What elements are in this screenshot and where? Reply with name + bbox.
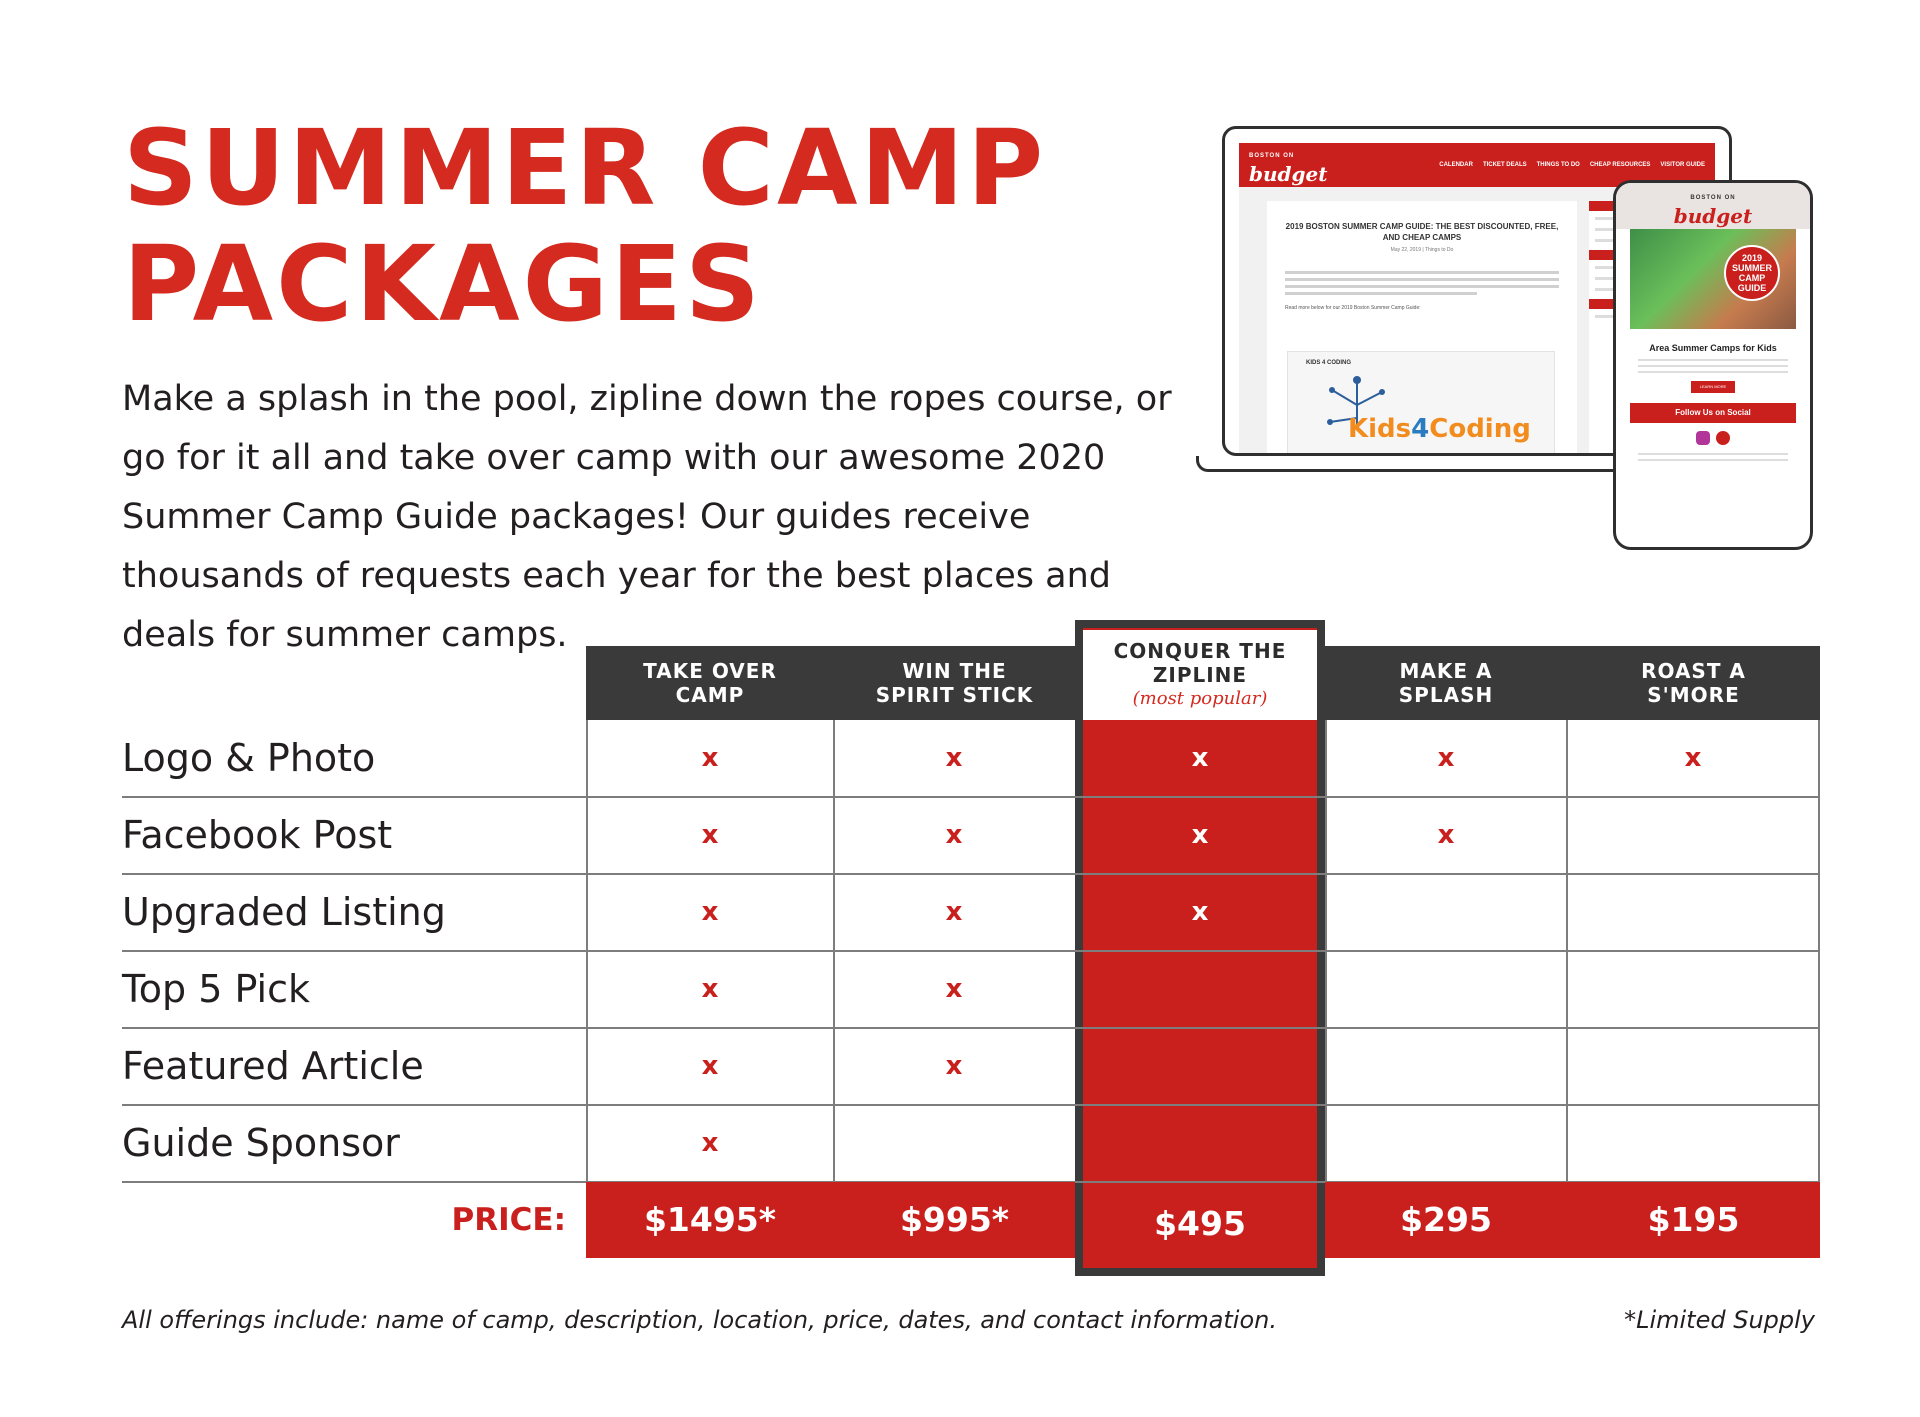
offerings-footnote: All offerings include: name of camp, description, location, price, dates, and contact information.: [122, 1306, 1277, 1334]
column-divider: [1566, 720, 1568, 1182]
feature-label: Upgraded Listing: [122, 890, 446, 934]
article-title: 2019 BOSTON SUMMER CAMP GUIDE: THE BEST DISCOUNTED, FREE, AND CHEAP CAMPS: [1285, 222, 1559, 242]
included-mark: x: [1191, 820, 1209, 850]
menu-item[interactable]: TICKET DEALS: [1482, 162, 1527, 168]
camp-guide-badge: 2019 SUMMER CAMP GUIDE: [1724, 245, 1780, 301]
column-divider: [586, 720, 588, 1182]
phone-mockup: [1613, 180, 1813, 550]
package-header-make-a-splash: MAKE A SPLASH: [1325, 646, 1567, 720]
phone-header: [1616, 183, 1810, 229]
menu-item[interactable]: THINGS TO DO: [1536, 162, 1580, 168]
feature-label: Logo & Photo: [122, 736, 376, 780]
site-menu: [1439, 162, 1705, 168]
phone-footer-text: [1616, 453, 1810, 461]
feature-label: Featured Article: [122, 1044, 424, 1088]
included-mark: x: [1437, 820, 1455, 850]
site-article: [1267, 201, 1577, 453]
price-label: PRICE:: [451, 1202, 566, 1238]
package-header-win-spirit-stick: WIN THE SPIRIT STICK: [834, 646, 1075, 720]
included-mark: x: [701, 974, 719, 1004]
included-mark: x: [945, 1051, 963, 1081]
instagram-icon[interactable]: [1696, 431, 1710, 445]
site-logo: BOSTON ON budget: [1249, 153, 1328, 186]
price-conquer-zipline: $495: [1154, 1204, 1246, 1243]
follow-social-bar: Follow Us on Social: [1630, 403, 1796, 423]
included-mark: x: [1437, 743, 1455, 773]
package-header-take-over-camp: TAKE OVER CAMP: [586, 646, 834, 720]
column-divider: [1325, 720, 1327, 1182]
included-mark: x: [701, 743, 719, 773]
article-body: [1285, 271, 1559, 295]
included-mark: x: [701, 1128, 719, 1158]
included-mark: x: [701, 1051, 719, 1081]
phone-logo: BOSTON ON budget: [1673, 195, 1753, 228]
camp-listing-label: KIDS 4 CODING: [1306, 360, 1352, 366]
included-mark: x: [1191, 743, 1209, 773]
camp-photo: [1630, 229, 1796, 329]
feature-label: Top 5 Pick: [122, 967, 310, 1011]
price-make-a-splash: $295: [1400, 1200, 1492, 1239]
included-mark: x: [1684, 743, 1702, 773]
article-read-more: Read more below for our 2019 Boston Summer Camp Guide:: [1285, 305, 1421, 311]
menu-item[interactable]: VISITOR GUIDE: [1660, 162, 1705, 168]
pinterest-icon[interactable]: [1716, 431, 1730, 445]
phone-body: [1616, 359, 1810, 373]
most-popular-note: (most popular): [1132, 688, 1268, 709]
page-title: SUMMER CAMP PACKAGES: [123, 107, 1047, 345]
package-header-roast-a-smore: ROAST A S'MORE: [1567, 646, 1820, 720]
article-meta: May 22, 2019 | Things to Do: [1390, 247, 1454, 253]
included-mark: x: [945, 897, 963, 927]
included-mark: x: [945, 820, 963, 850]
feature-label: Facebook Post: [122, 813, 393, 857]
column-divider: [1818, 720, 1820, 1182]
price-take-over-camp: $1495*: [643, 1200, 777, 1239]
price-roast-a-smore: $195: [1647, 1200, 1740, 1239]
kids-coding-logo: Kids4Coding: [1348, 414, 1531, 444]
included-mark: x: [701, 820, 719, 850]
included-mark: x: [945, 743, 963, 773]
social-icons: [1616, 431, 1810, 445]
column-divider: [833, 720, 835, 1182]
phone-heading: Area Summer Camps for Kids: [1649, 343, 1777, 353]
limited-supply-note: *Limited Supply: [1624, 1306, 1815, 1334]
intro-text: Make a splash in the pool, zipline down the ropes course, or go for it all and take over camp with our awesome 2020 Summer Camp Guide packages! Our guides receive thousands of requests each year for the best places and deals for summer camps.: [122, 379, 1172, 655]
price-win-spirit-stick: $995*: [899, 1200, 1010, 1239]
included-mark: x: [945, 974, 963, 1004]
learn-more-button[interactable]: LEARN MORE: [1691, 381, 1735, 393]
included-mark: x: [1191, 897, 1209, 927]
menu-item[interactable]: CHEAP RESOURCES: [1589, 162, 1651, 168]
feature-label: Guide Sponsor: [122, 1121, 400, 1165]
camp-listing-box: [1287, 351, 1555, 453]
menu-item[interactable]: CALENDAR: [1439, 162, 1473, 168]
package-header-conquer-zipline: CONQUER THE ZIPLINE (most popular): [1083, 630, 1317, 720]
included-mark: x: [701, 897, 719, 927]
